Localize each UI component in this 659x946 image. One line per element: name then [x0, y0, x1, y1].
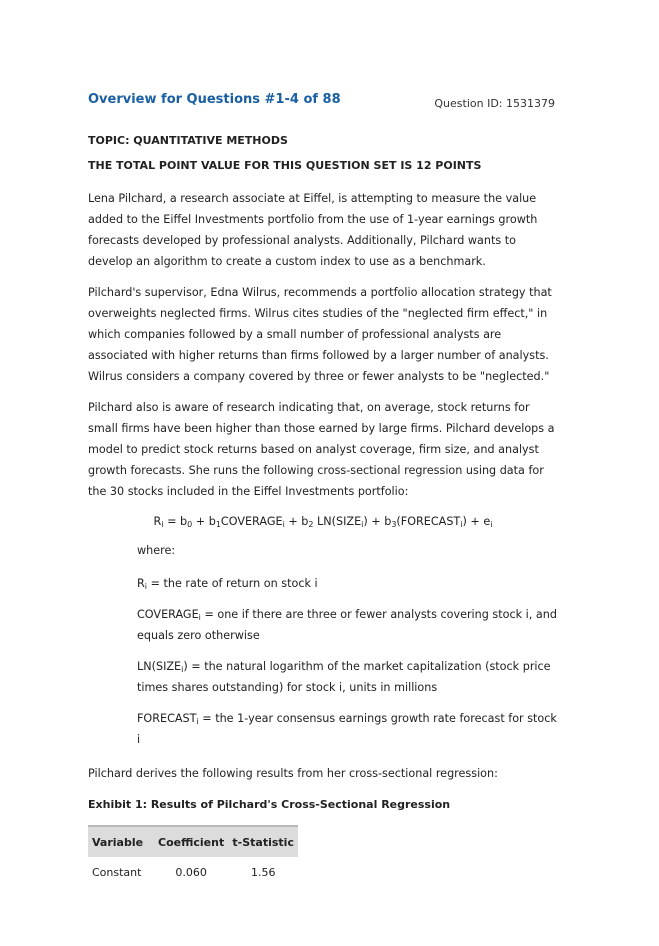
eq-b2-sub: 2	[308, 520, 314, 529]
definition-size	[137, 656, 558, 698]
results-intro: Pilchard derives the following results from her cross-sectional regression:	[88, 767, 498, 780]
eq-e-sub: i	[490, 520, 493, 529]
regression-results-table	[88, 825, 298, 887]
cell-variable: Constant	[92, 865, 142, 879]
table-row	[88, 857, 298, 887]
eq-b1-sub: 1	[215, 520, 221, 529]
def-sub: i	[144, 582, 148, 591]
definition-forecast	[137, 708, 558, 750]
paragraph-3: Pilchard also is aware of research indicating that, on average, stock returns for small firms have been higher than those earned by large firms. Pilchard develops a model to predict stock returns based on analyst coverage, firm size, and analyst growth forecasts. She runs the following cross-sectional regression using data for the 30 stocks included in the Eiffel Investments portfolio:	[88, 401, 555, 498]
def-text: ) = the natural logarithm of the market capitalization (stock price times shares outstanding) for stock i, units in millions	[137, 660, 551, 694]
topic-heading: TOPIC: QUANTITATIVE METHODS	[88, 134, 288, 147]
point-value-heading: THE TOTAL POINT VALUE FOR THIS QUESTION SET IS 12 POINTS	[88, 159, 482, 172]
eq-forecast-sub: i	[460, 520, 463, 529]
eq-coverage-sub: i	[282, 520, 285, 529]
def-text: = the rate of return on stock i	[147, 577, 318, 590]
overview-title: Overview for Questions #1-4 of 88	[88, 92, 341, 107]
eq-b3-sub: 3	[391, 520, 397, 529]
def-var: R	[137, 577, 145, 590]
def-sub: i	[198, 613, 201, 622]
eq-r-sub: i	[161, 520, 164, 529]
paragraph-1: Lena Pilchard, a research associate at Eiffel, is attempting to measure the value added to the Eiffel Investments portfolio from the use of 1-year earnings growth forecasts developed by professional analysts. Additionally, Pilchard wants to develop an algorithm to create a custom index to use as a benchmark.	[88, 192, 538, 268]
paragraph-2: Pilchard's supervisor, Edna Wilrus, recommends a portfolio allocation strategy that overweights neglected firms. Wilrus cites studies of the "neglected firm effect," in which companies followed by a small number of professional analysts are associated with higher returns than firms followed by a larger number of analysts. Wilrus considers a company covered by three or fewer analysts to be "neglected."	[88, 286, 552, 383]
where-label: where:	[137, 544, 176, 557]
eq-part: + b	[192, 515, 216, 528]
eq-part: = b	[163, 515, 188, 528]
cell-t-statistic: 1.56	[250, 865, 276, 879]
eq-b0-sub: 0	[187, 520, 193, 529]
eq-r: R	[153, 515, 162, 528]
eq-coverage: COVERAGE	[220, 515, 283, 528]
cell-coefficient: 0.060	[175, 865, 207, 879]
table-header-row	[88, 826, 298, 857]
question-id: Question ID: 1531379	[434, 97, 555, 110]
definition-return	[137, 573, 558, 594]
header	[88, 92, 555, 116]
def-sub: i	[196, 717, 199, 726]
definition-coverage	[137, 604, 558, 646]
eq-forecast: (FORECAST	[396, 515, 461, 528]
question-content	[88, 133, 558, 887]
def-text: = the 1-year consensus earnings growth rate forecast for stock i	[137, 712, 557, 746]
def-var: LN(SIZE	[137, 660, 182, 673]
column-header-t-statistic: t-Statistic	[228, 826, 298, 857]
exhibit-title: Exhibit 1: Results of Pilchard's Cross-Sectional Regression	[88, 798, 451, 811]
regression-equation	[88, 512, 558, 532]
eq-part: + b	[284, 515, 309, 528]
def-sub: i	[181, 665, 184, 674]
def-var: COVERAGE	[137, 608, 199, 621]
variable-definitions	[88, 540, 558, 750]
eq-size-sub: i	[361, 520, 364, 529]
def-var: FORECAST	[137, 712, 197, 725]
eq-part: ) + b	[363, 515, 392, 528]
eq-part: ) + e	[462, 515, 491, 528]
column-header-coefficient: Coefficient	[154, 826, 228, 857]
eq-ln: LN(SIZE	[313, 515, 362, 528]
def-text: = one if there are three or fewer analysts covering stock i, and equals zero otherwise	[137, 608, 557, 642]
column-header-variable: Variable	[88, 826, 154, 857]
